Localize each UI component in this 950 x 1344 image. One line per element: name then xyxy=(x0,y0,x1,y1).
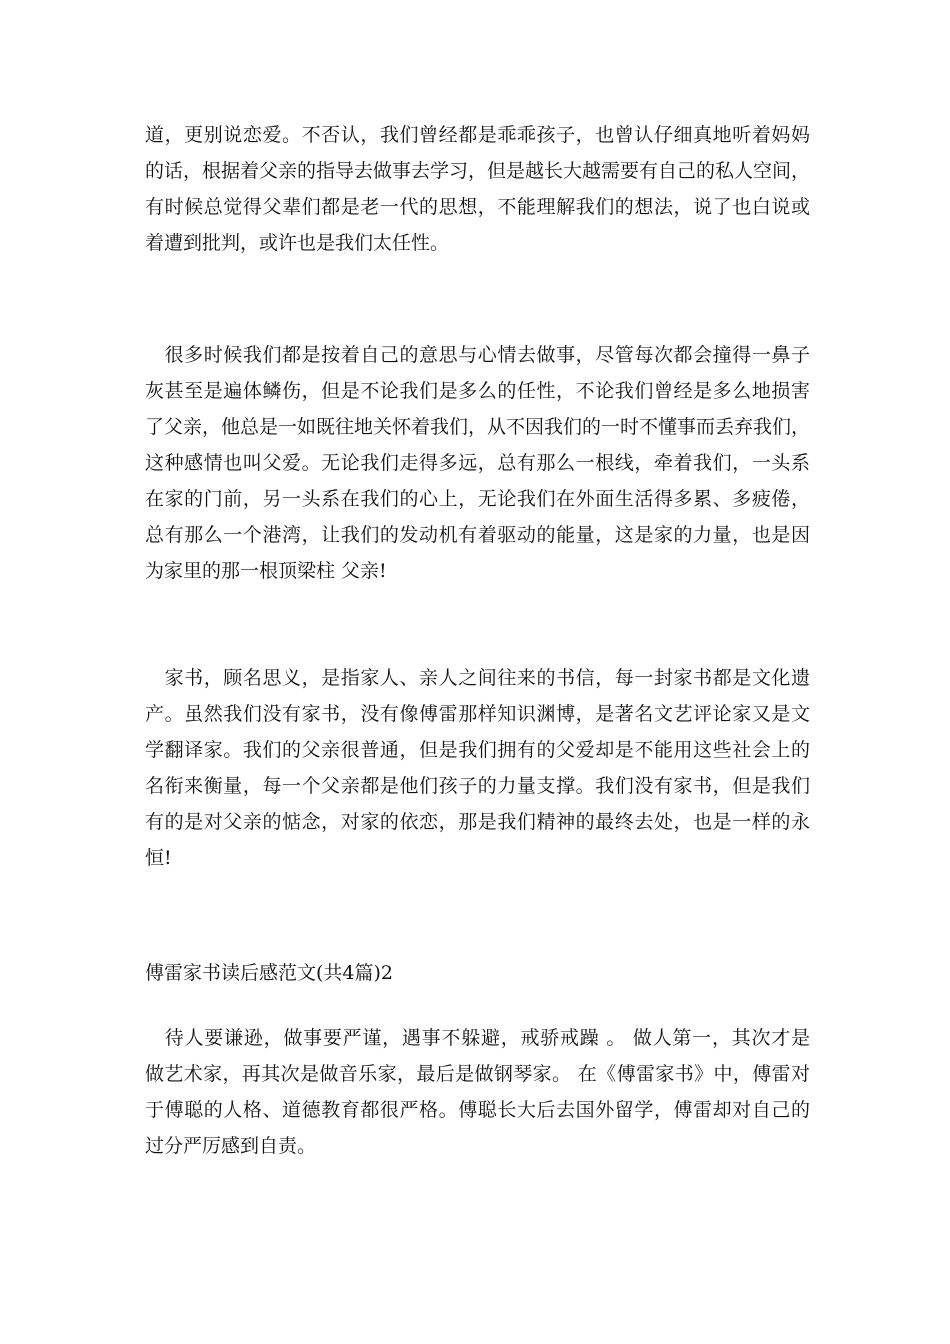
paragraph-line: 着遭到批判，或许也是我们太任性。 xyxy=(145,232,450,254)
paragraph-line: 做艺术家，再其次是做音乐家，最后是做钢琴家。 在《傅雷家书》中，傅雷对 xyxy=(145,1063,810,1085)
paragraph-line: 产。虽然我们没有家书，没有像傅雷那样知识渊博，是著名文艺评论家又是文 xyxy=(145,703,810,725)
paragraph-line: 名衔来衡量，每一个父亲都是他们孩子的力量支撑。我们没有家书，但是我们 xyxy=(145,775,810,797)
paragraph-line: 的话，根据着父亲的指导去做事去学习，但是越长大越需要有自己的私人空间， xyxy=(145,160,811,182)
paragraph-line: 很多时候我们都是按着自己的意思与心情去做事，尽管每次都会撞得一鼻子 xyxy=(145,344,810,366)
paragraph-line: 了父亲，他总是一如既往地关怀着我们，从不因我们的一时不懂事而丢弃我们， xyxy=(145,416,811,438)
paragraph-line: 家书，顾名思义，是指家人、亲人之间往来的书信，每一封家书都是文化遗 xyxy=(145,667,810,689)
paragraph-line: 有的是对父亲的惦念，对家的依恋，那是我们精神的最终去处，也是一样的永 xyxy=(145,811,810,833)
paragraph-2 xyxy=(145,337,810,589)
paragraph-line: 在家的门前，另一头系在我们的心上，无论我们在外面生活得多累、多疲倦， xyxy=(145,488,810,510)
paragraph-line: 总有那么一个港湾，让我们的发动机有着驱动的能量，这是家的力量，也是因 xyxy=(145,524,810,546)
paragraph-line: 过分严厉感到自责。 xyxy=(145,1135,317,1157)
paragraph-line: 这种感情也叫父爱。无论我们走得多远，总有那么一根线，牵着我们，一头系 xyxy=(145,452,810,474)
section-heading: 傅雷家书读后感范文(共4篇)2 xyxy=(145,962,394,984)
paragraph-1 xyxy=(145,117,810,261)
paragraph-line: 道，更别说恋爱。不否认，我们曾经都是乖乖孩子，也曾认仔细真地听着妈妈 xyxy=(145,124,810,146)
paragraph-line: 为家里的那一根顶梁柱 父亲! xyxy=(145,560,387,582)
paragraph-line: 恒! xyxy=(145,847,172,869)
paragraph-line: 于傅聪的人格、道德教育都很严格。傅聪长大后去国外留学，傅雷却对自己的 xyxy=(145,1099,810,1121)
section-paragraph xyxy=(145,1020,810,1164)
paragraph-line: 有时候总觉得父辈们都是老一代的思想，不能理解我们的想法，说了也白说或 xyxy=(145,196,810,218)
paragraph-line: 灰甚至是遍体鳞伤，但是不论我们是多么的任性，不论我们曾经是多么地损害 xyxy=(145,380,810,402)
paragraph-3 xyxy=(145,660,810,876)
paragraph-line: 学翻译家。我们的父亲很普通，但是我们拥有的父爱却是不能用这些社会上的 xyxy=(145,739,810,761)
paragraph-line: 待人要谦逊，做事要严谨，遇事不躲避，戒骄戒躁 。 做人第一，其次才是 xyxy=(145,1027,810,1049)
